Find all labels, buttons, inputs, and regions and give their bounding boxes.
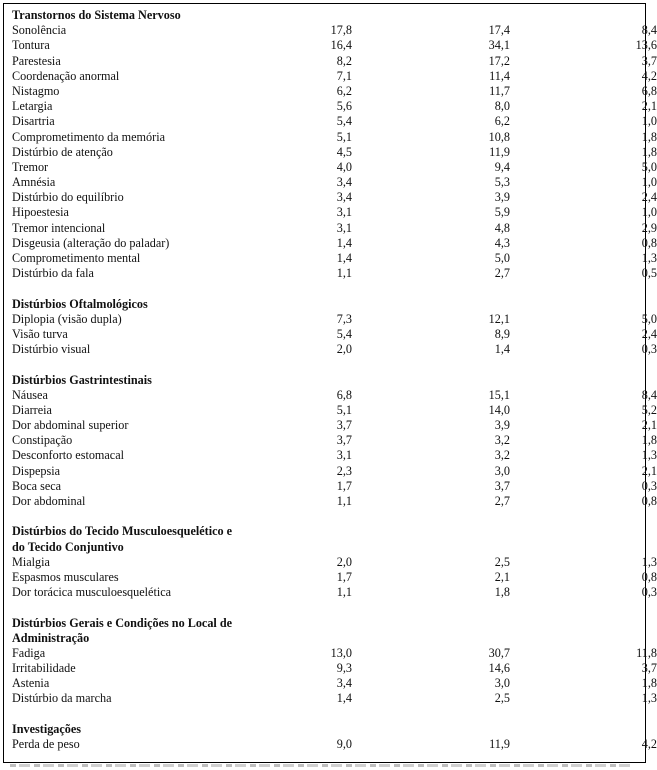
value-cell-col-1: 3,7 <box>336 418 352 433</box>
value-cell-col-2: 5,9 <box>494 205 510 220</box>
value-cell-col-2: 15,1 <box>488 387 510 402</box>
section-spacer <box>12 600 647 615</box>
section-title: Investigações <box>12 721 82 736</box>
value-cell-col-1: 3,4 <box>336 676 352 691</box>
table-row <box>12 311 657 327</box>
table-row <box>12 342 657 357</box>
value-cell-col-2: 14,0 <box>488 402 510 417</box>
section-spacer <box>12 707 647 722</box>
cropped-footnote-line <box>10 764 630 767</box>
value-cell-col-2: 3,9 <box>494 418 510 433</box>
table-row <box>12 23 657 38</box>
value-cell-col-2: 1,4 <box>494 342 510 357</box>
value-cell-col-3: 6,8 <box>641 83 657 98</box>
table-row <box>12 99 657 114</box>
section-title: Distúrbios do Tecido Musculoesquelético e <box>12 524 233 539</box>
row-label: Diplopia (visão dupla) <box>12 311 122 326</box>
table-body <box>12 8 657 752</box>
value-cell-col-1: 4,5 <box>336 144 352 159</box>
value-cell-col-1: 5,6 <box>336 99 352 114</box>
value-cell-col-3: 8,4 <box>641 387 657 402</box>
value-cell-col-1: 13,0 <box>330 645 352 660</box>
value-cell-col-1: 6,8 <box>336 387 352 402</box>
value-cell-col-1: 5,4 <box>336 114 352 129</box>
table-row <box>12 159 657 175</box>
value-cell-col-1: 1,4 <box>336 235 352 250</box>
value-cell-col-3: 1,8 <box>641 144 657 159</box>
row-label: Boca seca <box>12 478 62 493</box>
row-label: Hipoestesia <box>12 205 69 220</box>
value-cell-col-1: 5,4 <box>336 326 352 341</box>
table-row <box>12 114 657 129</box>
value-cell-col-2: 3,9 <box>494 190 510 205</box>
table-row <box>12 235 657 251</box>
row-label: Disartria <box>12 114 55 129</box>
table-row <box>12 737 657 752</box>
value-cell-col-1: 4,0 <box>336 159 352 174</box>
value-cell-col-1: 1,4 <box>336 251 352 265</box>
value-cell-col-1: 2,3 <box>336 463 352 478</box>
value-cell-col-1: 1,7 <box>336 569 352 584</box>
table-row <box>12 326 657 342</box>
table-row <box>12 190 657 205</box>
section-title: Distúrbios Oftalmológicos <box>12 296 148 311</box>
table-row <box>12 205 657 220</box>
value-cell-col-2: 17,2 <box>488 53 510 68</box>
section-spacer <box>12 357 647 372</box>
section-title: Transtornos do Sistema Nervoso <box>12 8 181 22</box>
row-label: Perda de peso <box>12 737 80 751</box>
table-row <box>12 251 657 266</box>
row-label: Disgeusia (alteração do paladar) <box>12 235 170 250</box>
value-cell-col-3: 13,6 <box>635 38 657 53</box>
value-cell-col-2: 11,9 <box>489 737 510 751</box>
table-row <box>12 38 657 53</box>
value-cell-col-2: 1,8 <box>494 585 510 600</box>
value-cell-col-1: 3,1 <box>336 448 352 463</box>
value-cell-col-3: 5,2 <box>641 402 657 417</box>
row-label: Tremor intencional <box>12 220 106 235</box>
row-label: Espasmos musculares <box>12 569 119 584</box>
value-cell-col-3: 8,4 <box>641 23 657 38</box>
value-cell-col-1: 7,3 <box>336 311 352 326</box>
value-cell-col-1: 1,1 <box>336 494 352 508</box>
value-cell-col-1: 1,4 <box>336 691 352 706</box>
row-label: Sonolência <box>12 23 67 38</box>
value-cell-col-2: 5,0 <box>494 251 510 265</box>
value-cell-col-1: 3,7 <box>336 433 352 448</box>
value-cell-col-3: 2,1 <box>641 99 657 114</box>
row-label: Dor abdominal superior <box>12 418 129 433</box>
value-cell-col-1: 6,2 <box>336 83 352 98</box>
section-spacer <box>12 281 647 296</box>
row-label: Parestesia <box>12 53 61 68</box>
table-row <box>12 53 657 69</box>
table-row <box>12 402 657 418</box>
value-cell-col-2: 10,8 <box>488 129 510 144</box>
table-row <box>12 144 657 160</box>
table-row <box>12 418 657 433</box>
value-cell-col-3: 1,3 <box>641 251 657 265</box>
section-title: Administração <box>12 630 90 645</box>
value-cell-col-1: 1,1 <box>336 266 352 281</box>
value-cell-col-2: 6,2 <box>494 114 510 129</box>
value-cell-col-3: 5,0 <box>641 159 657 174</box>
value-cell-col-3: 0,3 <box>641 478 657 493</box>
value-cell-col-3: 1,0 <box>641 114 657 129</box>
value-cell-col-2: 2,1 <box>494 569 510 584</box>
value-cell-col-3: 1,3 <box>641 691 657 706</box>
value-cell-col-1: 3,4 <box>336 175 352 190</box>
value-cell-col-2: 8,9 <box>494 326 510 341</box>
value-cell-col-2: 17,4 <box>488 23 510 38</box>
value-cell-col-3: 1,8 <box>641 676 657 691</box>
value-cell-col-1: 7,1 <box>336 68 352 83</box>
row-label: Fadiga <box>12 645 46 660</box>
row-label: Distúrbio do equilíbrio <box>12 190 124 205</box>
row-label: Distúrbio de atenção <box>12 144 113 159</box>
table-row <box>12 463 657 479</box>
value-cell-col-3: 0,3 <box>641 585 657 600</box>
value-cell-col-3: 11,8 <box>636 645 657 660</box>
value-cell-col-1: 5,1 <box>336 129 352 144</box>
table-row <box>12 220 657 236</box>
value-cell-col-1: 3,4 <box>336 190 352 205</box>
table-row <box>12 83 657 99</box>
value-cell-col-1: 2,0 <box>336 342 352 357</box>
table-row <box>12 554 657 570</box>
value-cell-col-3: 3,7 <box>641 661 657 676</box>
section-title: Distúrbios Gastrintestinais <box>12 372 152 387</box>
value-cell-col-3: 0,5 <box>641 266 657 281</box>
value-cell-col-3: 2,1 <box>641 463 657 478</box>
value-cell-col-2: 34,1 <box>488 38 510 53</box>
row-label: Visão turva <box>12 326 68 341</box>
value-cell-col-3: 4,2 <box>641 68 657 83</box>
row-label: Distúrbio da fala <box>12 266 94 281</box>
value-cell-col-1: 17,8 <box>330 23 352 38</box>
value-cell-col-3: 3,7 <box>641 53 657 68</box>
value-cell-col-1: 9,3 <box>336 661 352 676</box>
table-row <box>12 569 657 585</box>
row-label: Náusea <box>12 387 48 402</box>
value-cell-col-2: 14,6 <box>488 661 510 676</box>
value-cell-col-3: 2,4 <box>641 326 657 341</box>
row-label: Amnésia <box>12 175 56 190</box>
row-label: Coordenação anormal <box>12 68 120 83</box>
value-cell-col-3: 5,0 <box>641 311 657 326</box>
value-cell-col-1: 2,0 <box>336 554 352 569</box>
table-row <box>12 676 657 691</box>
table-row <box>12 387 657 403</box>
row-label: Dispepsia <box>12 463 61 478</box>
value-cell-col-1: 5,1 <box>336 402 352 417</box>
value-cell-col-3: 2,4 <box>641 190 657 205</box>
table-row <box>12 661 657 676</box>
row-label: Comprometimento da memória <box>12 129 165 144</box>
value-cell-col-2: 3,0 <box>494 676 510 691</box>
row-label: Diarreia <box>12 402 52 417</box>
value-cell-col-1: 3,1 <box>336 205 352 220</box>
section-title: do Tecido Conjuntivo <box>12 539 124 554</box>
row-label: Letargia <box>12 99 53 114</box>
row-label: Dor torácica musculoesquelética <box>12 585 172 600</box>
value-cell-col-1: 1,1 <box>336 585 352 600</box>
section-spacer <box>12 509 647 524</box>
value-cell-col-1: 9,0 <box>336 737 352 751</box>
value-cell-col-2: 3,2 <box>494 433 510 448</box>
section-title: Distúrbios Gerais e Condições no Local de <box>12 615 233 630</box>
table-row <box>12 585 657 600</box>
value-cell-col-2: 3,0 <box>494 463 510 478</box>
value-cell-col-2: 30,7 <box>488 645 510 660</box>
value-cell-col-3: 0,8 <box>641 235 657 250</box>
value-cell-col-2: 3,7 <box>494 478 510 493</box>
table-row <box>12 266 657 281</box>
value-cell-col-2: 2,5 <box>494 554 510 569</box>
value-cell-col-3: 1,3 <box>641 448 657 463</box>
value-cell-col-3: 1,3 <box>641 554 657 569</box>
value-cell-col-3: 0,8 <box>641 569 657 584</box>
table-row <box>12 68 657 84</box>
value-cell-col-2: 3,2 <box>494 448 510 463</box>
value-cell-col-1: 8,2 <box>336 53 352 68</box>
row-label: Distúrbio da marcha <box>12 691 112 706</box>
value-cell-col-1: 16,4 <box>330 38 352 53</box>
row-label: Irritabilidade <box>12 661 76 676</box>
value-cell-col-1: 3,1 <box>336 220 352 235</box>
value-cell-col-2: 4,8 <box>494 220 510 235</box>
value-cell-col-2: 8,0 <box>494 99 510 114</box>
value-cell-col-2: 4,3 <box>494 235 510 250</box>
row-label: Comprometimento mental <box>12 251 141 265</box>
table-row <box>12 175 657 190</box>
value-cell-col-2: 11,9 <box>489 144 510 159</box>
value-cell-col-3: 2,9 <box>641 220 657 235</box>
row-label: Mialgia <box>12 554 50 569</box>
row-label: Astenia <box>12 676 50 691</box>
value-cell-col-2: 5,3 <box>494 175 510 190</box>
value-cell-col-1: 1,7 <box>336 478 352 493</box>
value-cell-col-2: 12,1 <box>488 311 510 326</box>
table-row <box>12 433 657 448</box>
row-label: Tremor <box>12 159 49 174</box>
value-cell-col-2: 2,5 <box>494 691 510 706</box>
row-label: Distúrbio visual <box>12 342 91 357</box>
value-cell-col-3: 2,1 <box>641 418 657 433</box>
adverse-events-table <box>3 3 657 763</box>
table-row <box>12 494 657 509</box>
value-cell-col-2: 9,4 <box>494 159 510 174</box>
table-row <box>12 129 657 145</box>
table-row <box>12 645 657 661</box>
table-row <box>12 448 657 463</box>
value-cell-col-2: 2,7 <box>494 494 510 508</box>
row-label: Tontura <box>12 38 50 53</box>
value-cell-col-3: 0,8 <box>641 494 657 508</box>
value-cell-col-3: 4,2 <box>641 737 657 751</box>
value-cell-col-3: 1,0 <box>641 205 657 220</box>
table-row <box>12 691 657 706</box>
table-row <box>12 478 657 494</box>
value-cell-col-2: 2,7 <box>494 266 510 281</box>
row-label: Dor abdominal <box>12 494 86 508</box>
value-cell-col-2: 11,7 <box>489 83 510 98</box>
row-label: Nistagmo <box>12 83 60 98</box>
row-label: Desconforto estomacal <box>12 448 125 463</box>
value-cell-col-3: 1,0 <box>641 175 657 190</box>
value-cell-col-3: 0,3 <box>641 342 657 357</box>
row-label: Constipação <box>12 433 73 448</box>
value-cell-col-2: 11,4 <box>489 68 510 83</box>
value-cell-col-3: 1,8 <box>641 129 657 144</box>
value-cell-col-3: 1,8 <box>641 433 657 448</box>
